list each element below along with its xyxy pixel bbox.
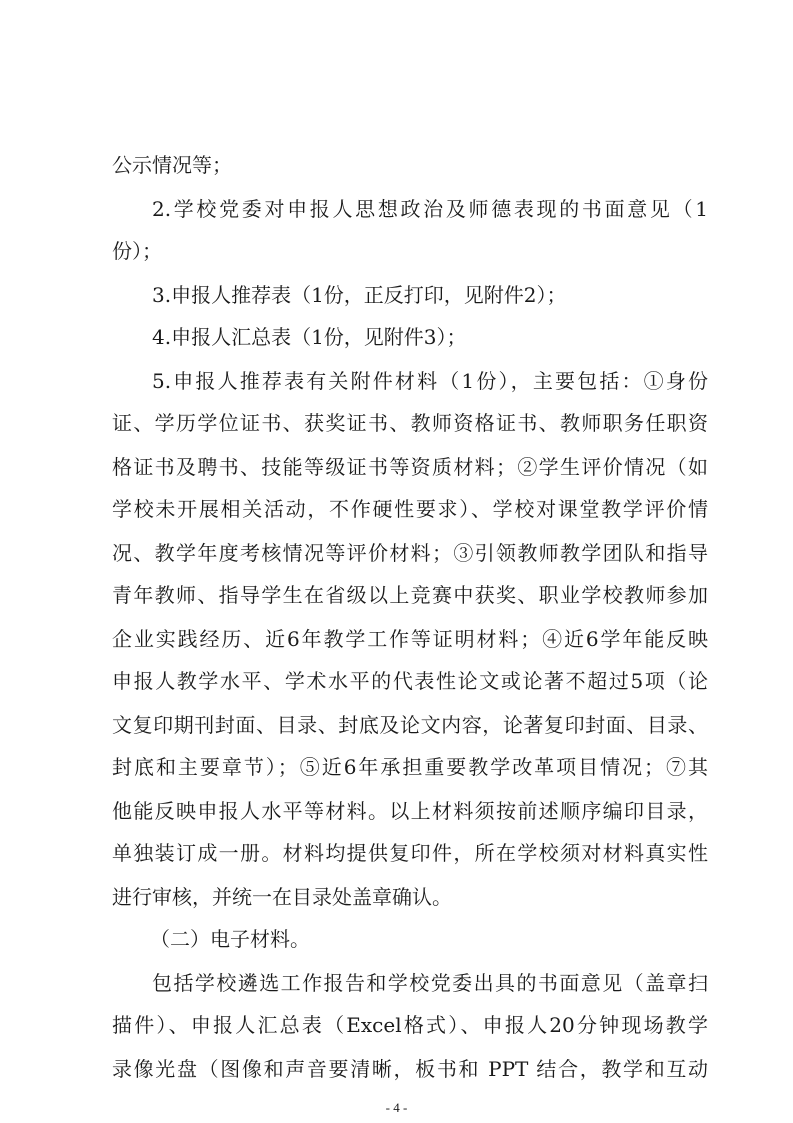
text-line: 5.申报人推荐表有关附件材料（1份），主要包括：①身份 xyxy=(152,369,708,393)
section-heading: （二）电子材料。 xyxy=(150,927,310,951)
text-line: 录像光盘（图像和声音要清晰，板书和 PPT 结合，教学和互动 xyxy=(112,1057,708,1081)
text-line: 学校未开展相关活动，不作硬性要求）、学校对课堂教学评价情 xyxy=(112,497,708,521)
text-line: 包括学校遴选工作报告和学校党委出具的书面意见（盖章扫 xyxy=(152,971,708,995)
text-line: 份）； xyxy=(112,239,162,263)
text-line: 3.申报人推荐表（1份，正反打印，见附件2）； xyxy=(152,283,567,307)
text-line: 进行审核，并统一在目录处盖章确认。 xyxy=(112,885,452,909)
text-line: 封底和主要章节）；⑤近6年承担重要教学改革项目情况；⑦其 xyxy=(112,755,708,779)
text-line: 公示情况等； xyxy=(112,153,232,177)
text-line: 单独装订成一册。材料均提供复印件，所在学校须对材料真实性 xyxy=(112,841,708,865)
text-line: 况、教学年度考核情况等评价材料；③引领教师教学团队和指导 xyxy=(112,541,708,565)
text-line: 描件）、申报人汇总表（Excel格式）、申报人20分钟现场教学 xyxy=(112,1013,708,1037)
text-line: 青年教师、指导学生在省级以上竞赛中获奖、职业学校教师参加 xyxy=(112,583,708,607)
text-line: 格证书及聘书、技能等级证书等资质材料；②学生评价情况（如 xyxy=(112,455,708,479)
page-number: - 4 - xyxy=(385,1100,408,1115)
text-line: 他能反映申报人水平等材料。以上材料须按前述顺序编印目录， xyxy=(112,799,708,823)
text-line: 4.申报人汇总表（1份，见附件3）； xyxy=(152,325,467,349)
text-line: 企业实践经历、近6年教学工作等证明材料；④近6学年能反映 xyxy=(112,627,708,651)
text-line: 2.学校党委对申报人思想政治及师德表现的书面意见（1 xyxy=(152,197,708,221)
text-line: 文复印期刊封面、目录、封底及论文内容，论著复印封面、目录、 xyxy=(112,713,708,737)
text-line: 申报人教学水平、学术水平的代表性论文或论著不超过5项（论 xyxy=(112,669,708,693)
text-line: 证、学历学位证书、获奖证书、教师资格证书、教师职务任职资 xyxy=(112,411,708,435)
